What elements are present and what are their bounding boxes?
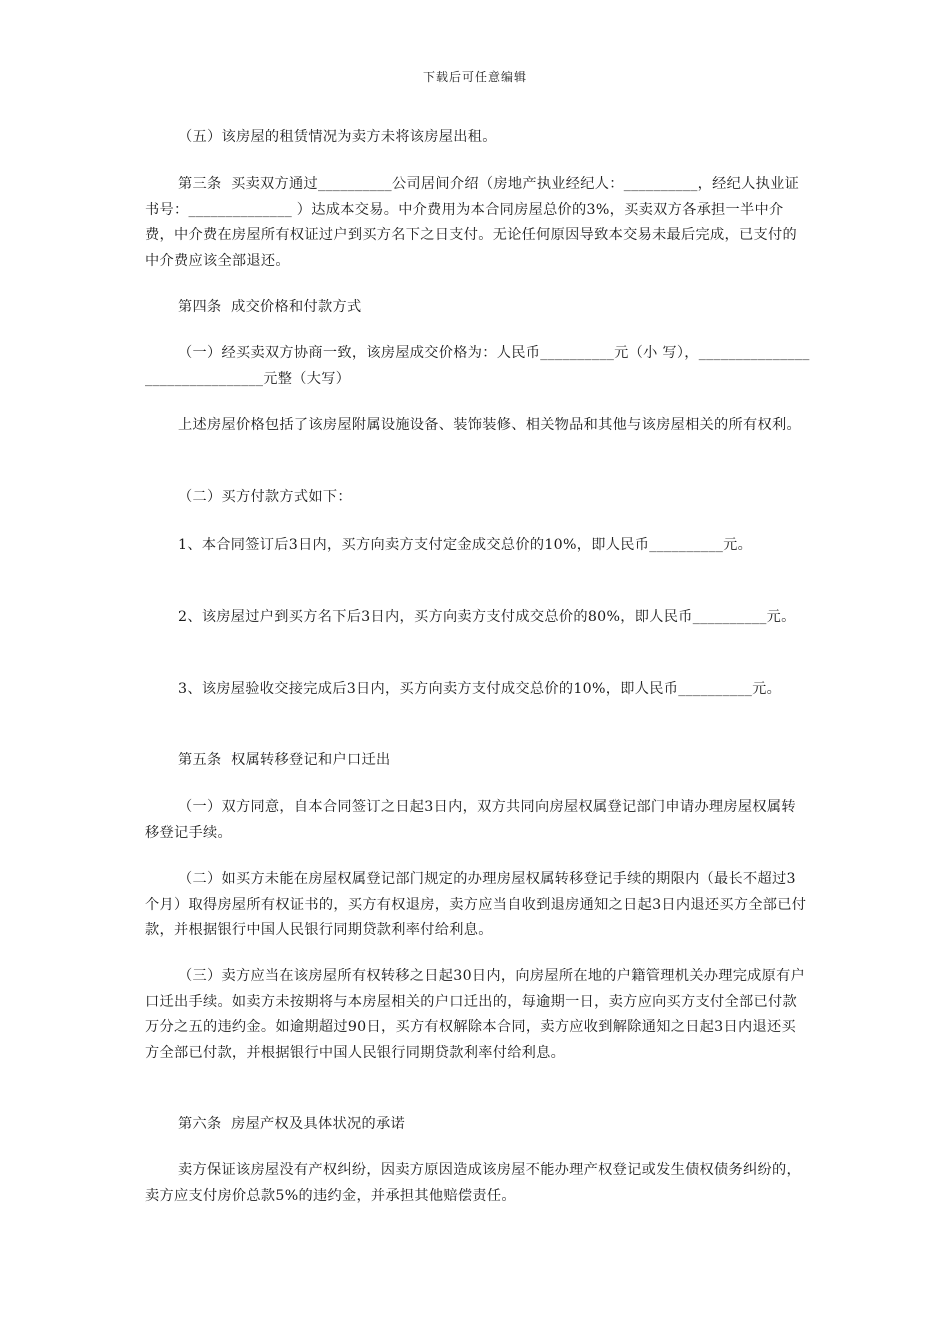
clause-4-heading: 第四条 成交价格和付款方式 [178,299,362,315]
clause-3: 第三条 买卖双方通过__________公司居间介绍（房地产执业经纪人：__________，经纪人执业证书号：______________ ）达成本交易。中介费用为本合同房屋总价的3%，买卖双方各承担一半中介费，中介费在房屋所有权证过户到买方名下之日支付。无论任何原因导致本交易未最后完成，已支付的中介费应该全部退还。 [145,176,800,269]
clause-6-body: 卖方保证该房屋没有产权纠纷，因卖方原因造成该房屋不能办理产权登记或发生债权债务纠纷的，卖方应支付房价总款5%的违约金，并承担其他赔偿责任。 [145,1162,801,1204]
clause-5-item-1: （一）双方同意，自本合同签订之日起3日内，双方共同向房屋权属登记部门申请办理房屋权属转移登记手续。 [145,799,796,841]
clause-4-item-2: （二）买方付款方式如下： [178,489,352,505]
clause-5-item-3: （三）卖方应当在该房屋所有权转移之日起30日内，向房屋所在地的户籍管理机关办理完成原有户口迁出手续。如卖方未按期将与本房屋相关的户口迁出的，每逾期一日，卖方应向买方支付全部已付款万分之五的违约金。如逾期超过90日，买方有权解除本合同，卖方应收到解除通知之日起3日内退还买方全部已付款，并根据银行中国人民银行同期贷款利率付给利息。 [145,968,806,1061]
clause-4-price-note: 上述房屋价格包括了该房屋附属设施设备、装饰装修、相关物品和其他与该房屋相关的所有权利。 [178,417,801,433]
clause-5-heading: 第五条 权属转移登记和户口迁出 [178,752,391,768]
clause-5-item-2: （二）如买方未能在房屋权属登记部门规定的办理房屋权属转移登记手续的期限内（最长不超过3个月）取得房屋所有权证书的，买方有权退房，卖方应当自收到退房通知之日起3日内退还买方全部已付款，并根据银行中国人民银行同期贷款利率付给利息。 [145,871,807,938]
payment-step-2: 2、该房屋过户到买方名下后3日内，买方向卖方支付成交总价的80%，即人民币__________元。 [178,609,796,625]
clause-4-item-1: （一）经买卖双方协商一致，该房屋成交价格为：人民币__________元（小 写），_______________________________元整（大写） [145,345,810,387]
page-header: 下载后可任意编辑 [422,70,527,84]
clause-6-heading: 第六条 房屋产权及具体状况的承诺 [178,1116,405,1132]
payment-step-3: 3、该房屋验收交接完成后3日内，买方向卖方支付成交总价的10%，即人民币__________元。 [178,681,782,697]
payment-step-1: 1、本合同签订后3日内，买方向卖方支付定金成交总价的10%，即人民币__________元。 [178,537,753,553]
clause-2-item-5: （五）该房屋的租赁情况为卖方未将该房屋出租。 [178,129,497,145]
